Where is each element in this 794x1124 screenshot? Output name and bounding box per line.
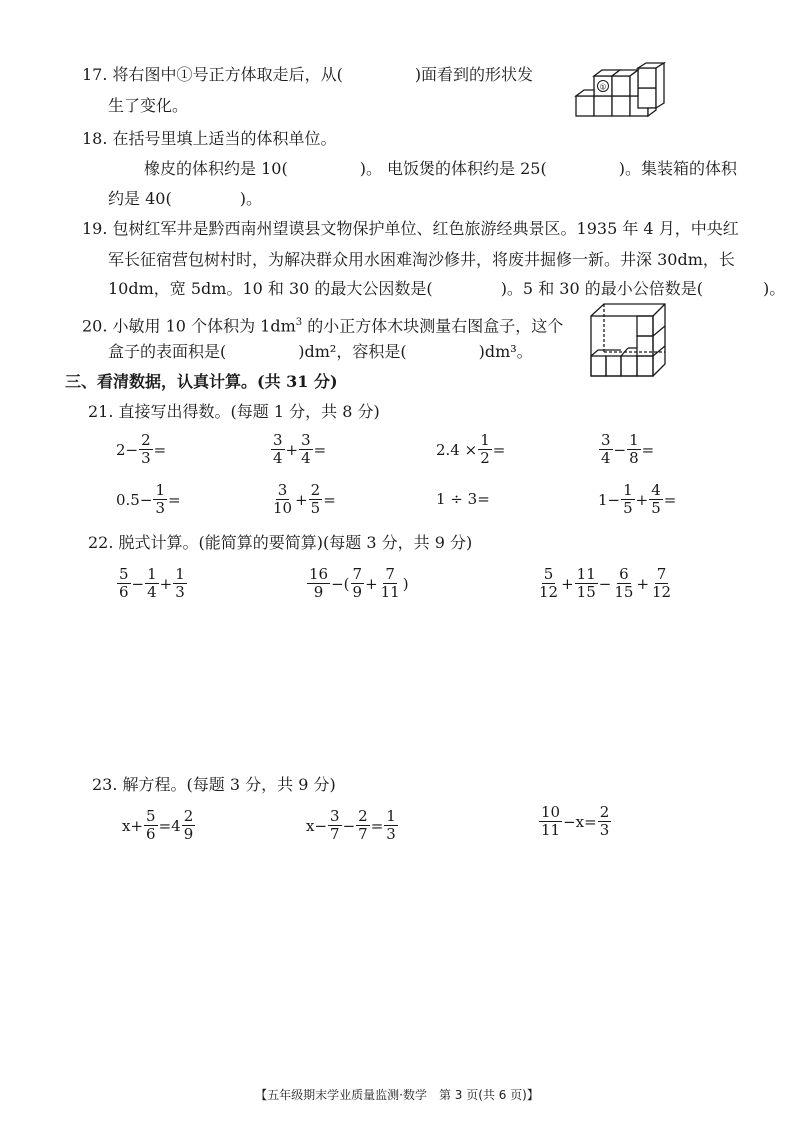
q21-e6-frac1 [271, 482, 294, 517]
q23-e1-frac2 [182, 808, 196, 843]
q21-e4-den1: 4 [601, 449, 611, 467]
q22-e3-num1: 5 [543, 565, 554, 583]
q21-e5-pre: 0.5− [116, 490, 153, 509]
q22-e3-op2: − [598, 574, 612, 593]
q22-e1-num1: 5 [119, 565, 129, 583]
q23-e2-num1: 3 [330, 807, 340, 825]
q23-e2-den1: 7 [330, 825, 340, 843]
q21-title: 21. 直接写出得数。(每题 1 分，共 8 分) [88, 402, 380, 421]
q22-e3-frac1 [537, 566, 560, 601]
q21-e1-den: 3 [141, 449, 151, 467]
q22-e2-frac1 [307, 566, 330, 601]
q20-text-d: )dm²，容积是( [298, 342, 407, 361]
q22-e1-frac1 [117, 566, 131, 601]
q22-e3-frac3 [612, 566, 635, 601]
q17-line2: 生了变化。 [108, 96, 189, 115]
q23-e2-op: − [342, 816, 356, 835]
q23-e3-num2: 2 [599, 803, 610, 821]
q23-e1-pre: x+ [122, 816, 144, 835]
q19-line1: 19. 包树红军井是黔西南州望谟县文物保护单位、红色旅游经典景区。1935 年 4 月，中央红 [82, 219, 739, 238]
q21-e3-frac [478, 432, 492, 467]
page-footer: 【五年级期末学业质量监测·数学 第 3 页(共 6 页)】 [255, 1088, 539, 1102]
q22-e2-num2: 7 [352, 565, 363, 583]
q21-e7-text: 1 ÷ 3= [436, 490, 490, 508]
q21-e3-den: 2 [480, 449, 490, 467]
q17-text-a: 17. 将右图中 [82, 65, 177, 84]
q21-e8-op: + [635, 490, 649, 509]
q22-e1-op2: + [159, 574, 173, 593]
q23-e1-den2: 9 [183, 825, 194, 843]
q22-e1-num2: 1 [147, 565, 157, 583]
q21-e8-frac2 [649, 482, 663, 517]
q18-title: 18. 在括号里填上适当的体积单位。 [82, 129, 337, 148]
q21-expr-6 [270, 482, 336, 517]
q23-e1-num2: 2 [183, 807, 194, 825]
q22-e1-num3: 1 [175, 565, 185, 583]
q21-expr-8 [598, 482, 676, 517]
q21-e2-den2: 4 [301, 449, 311, 467]
q23-expr-1 [122, 808, 196, 843]
q21-e1-frac [139, 432, 153, 467]
q22-expr-3 [536, 566, 674, 601]
q22-title: 22. 脱式计算。(能简算的要简算)(每题 3 分，共 9 分) [88, 533, 473, 552]
q22-e1-op1: − [131, 574, 145, 593]
q21-e8-pre: 1− [598, 490, 621, 509]
q21-e2-op: + [285, 440, 299, 459]
q22-e2-frac3 [379, 566, 402, 601]
q22-e2-num1: 16 [309, 565, 329, 583]
q21-e2-frac2 [299, 432, 313, 467]
q17-text-b: 号正方体取走后，从( [192, 65, 343, 84]
q21-e4-frac2 [627, 432, 641, 467]
q17-line1 [82, 64, 533, 86]
q23-expr-3 [538, 804, 612, 839]
q18-text-a: 橡皮的体积约是 10( [144, 159, 288, 178]
q23-e1-frac1 [144, 808, 158, 843]
q22-e2-op2: + [365, 574, 378, 593]
q21-e6-post: = [323, 490, 336, 509]
q20-text-c: 盒子的表面积是( [108, 342, 227, 361]
q22-e2-den1: 9 [313, 583, 324, 601]
q23-e3-frac1 [539, 804, 562, 839]
q22-e3-num2: 11 [576, 565, 596, 583]
q18-text-d: 约是 40( [108, 189, 172, 208]
q22-e1-frac3 [173, 566, 187, 601]
q22-e1-den1: 6 [119, 583, 129, 601]
q22-e1-den2: 4 [147, 583, 157, 601]
q23-title: 23. 解方程。(每题 3 分，共 9 分) [92, 775, 336, 794]
q22-e3-op1: + [561, 574, 574, 593]
q21-e2-num1: 3 [273, 431, 283, 449]
q21-expr-7 [436, 490, 490, 508]
q21-e8-num2: 4 [651, 481, 661, 499]
q22-e3-num4: 7 [656, 565, 667, 583]
q23-e2-frac3 [384, 808, 398, 843]
q23-e2-frac2 [356, 808, 370, 843]
q21-e6-den1: 10 [273, 499, 293, 517]
q19-line3 [108, 278, 785, 300]
q18-text-c: )。集装箱的体积 [618, 159, 737, 178]
q17-cube-figure [574, 62, 666, 120]
q21-e6-den2: 5 [310, 499, 321, 517]
q22-e2-den2: 9 [352, 583, 363, 601]
q21-e1-post: = [153, 440, 167, 459]
q19-text-a: 10dm，宽 5dm。10 和 30 的最大公因数是( [108, 279, 433, 298]
q17-circle-number: ① [176, 65, 193, 84]
q23-e3-den1: 11 [541, 821, 561, 839]
q21-e8-post: = [663, 490, 677, 509]
q23-e1-mid: =4 [158, 816, 181, 835]
q22-expr-2 [306, 566, 409, 601]
q21-e4-num2: 1 [629, 431, 639, 449]
q21-e6-frac2 [309, 482, 323, 517]
q20-line2 [108, 341, 533, 363]
q21-e6-num1: 3 [277, 481, 288, 499]
q20-text-a: 20. 小敏用 10 个体积为 1dm [82, 316, 296, 336]
q21-e1-pre: 2− [116, 440, 139, 459]
q21-e4-op: − [613, 440, 627, 459]
q19-text-b: )。5 和 30 的最小公倍数是( [500, 279, 703, 298]
q23-e2-mid: = [370, 816, 384, 835]
q18-line1 [144, 158, 737, 180]
q19-text-c: )。 [762, 279, 786, 298]
q22-e3-op3: + [636, 574, 650, 593]
q22-e3-num3: 6 [619, 565, 629, 583]
q22-e3-den1: 12 [539, 583, 559, 601]
q23-e3-frac2 [598, 804, 612, 839]
q23-e2-frac1 [328, 808, 342, 843]
q20-box-figure [588, 300, 668, 380]
q22-e2-num3: 7 [385, 565, 395, 583]
q23-e3-den2: 3 [599, 821, 610, 839]
q22-e2-den3: 11 [380, 583, 400, 601]
q21-expr-1 [116, 432, 166, 467]
q21-expr-5 [116, 482, 181, 517]
q22-e1-frac2 [145, 566, 159, 601]
q21-e2-num2: 3 [301, 431, 311, 449]
q20-text-e: )dm³。 [478, 342, 533, 361]
q22-e3-frac2 [575, 566, 598, 601]
q23-e3-mid: −x= [563, 812, 597, 831]
q23-e2-num2: 2 [358, 807, 368, 825]
q22-e3-den2: 15 [576, 583, 596, 601]
q21-e5-num: 1 [155, 481, 165, 499]
q22-e1-den3: 3 [175, 583, 185, 601]
q23-e1-num1: 5 [146, 807, 156, 825]
q22-e2-frac2 [351, 566, 365, 601]
q22-e3-den3: 15 [614, 583, 634, 601]
q21-expr-3 [436, 432, 505, 467]
q21-e8-den1: 5 [623, 499, 633, 517]
q18-line2 [108, 188, 262, 210]
q21-expr-2 [270, 432, 326, 467]
q21-e2-den1: 4 [273, 449, 283, 467]
q21-e8-frac1 [621, 482, 635, 517]
q21-e8-den2: 5 [651, 499, 661, 517]
q17-text-c: )面看到的形状发 [414, 65, 534, 84]
q22-e2-close: ) [402, 574, 409, 593]
q21-e6-op: + [295, 490, 308, 509]
q18-text-e: )。 [239, 189, 262, 208]
q20-sup: 3 [295, 317, 303, 328]
q23-e2-den2: 7 [358, 825, 368, 843]
q21-e6-num2: 2 [310, 481, 321, 499]
q23-e1-den1: 6 [146, 825, 156, 843]
q23-expr-2 [306, 808, 399, 843]
q21-e5-post: = [167, 490, 181, 509]
q21-e8-num1: 1 [623, 481, 633, 499]
q21-e1-num: 2 [141, 431, 151, 449]
q21-e4-num1: 3 [601, 431, 611, 449]
q17-figure-label: ① [599, 82, 607, 92]
q21-e4-den2: 8 [629, 449, 639, 467]
q20-line1 [82, 312, 563, 337]
q21-e5-frac [153, 482, 167, 517]
q23-e2-den3: 3 [386, 825, 396, 843]
q21-e2-frac1 [271, 432, 285, 467]
q23-e2-pre: x− [306, 816, 328, 835]
q21-e2-post: = [313, 440, 327, 459]
q18-text-b: )。 电饭煲的体积约是 25( [359, 159, 547, 178]
q23-e2-num3: 1 [386, 807, 396, 825]
q21-e3-num: 1 [480, 431, 490, 449]
q22-e3-frac4 [650, 566, 673, 601]
q21-e4-post: = [641, 440, 655, 459]
q22-expr-1 [116, 566, 188, 601]
section3-title: 三、看清数据，认真计算。(共 31 分) [65, 372, 338, 391]
q22-e2-op1: −( [331, 574, 350, 593]
q21-e4-frac1 [599, 432, 613, 467]
q20-text-b: 的小正方体木块测量右图盒子，这个 [302, 316, 564, 336]
q21-e3-post: = [492, 440, 506, 459]
q21-expr-4 [598, 432, 654, 467]
q22-e3-den4: 12 [652, 583, 672, 601]
q21-e5-den: 3 [155, 499, 165, 517]
q23-e3-num1: 10 [541, 803, 561, 821]
q21-e3-pre: 2.4 × [436, 440, 478, 459]
q19-line2: 军长征宿营包树村时，为解决群众用水困难淘沙修井，将废井掘修一新。井深 30dm，长 [108, 250, 735, 269]
